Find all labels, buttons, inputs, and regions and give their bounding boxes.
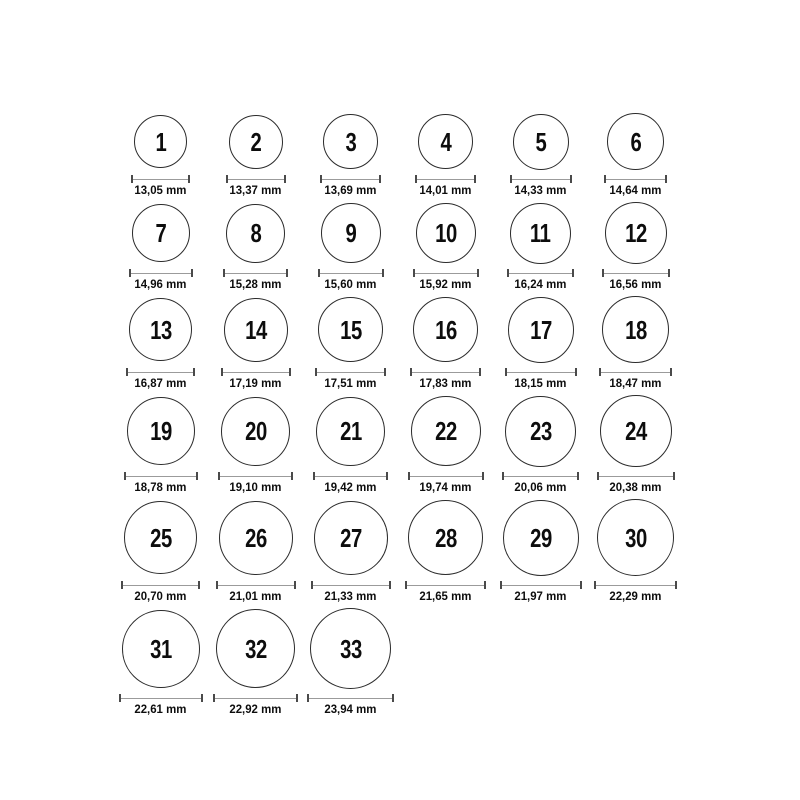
- ruler-line: [225, 273, 286, 274]
- diameter-ruler-icon: [226, 175, 286, 183]
- ring-circle-box: [600, 394, 672, 468]
- ring-circle: [316, 397, 385, 466]
- ruler-line: [322, 179, 379, 180]
- ruler-line: [407, 585, 484, 586]
- diameter-ruler-icon: [500, 581, 582, 589]
- diameter-label: 17,19 mm: [229, 376, 282, 390]
- ring-circle: [505, 396, 576, 467]
- diameter-label: 16,56 mm: [609, 277, 662, 291]
- ring-size-number: 8: [250, 218, 261, 248]
- ruler-line: [228, 179, 284, 180]
- ring-size-cell: [588, 498, 683, 603]
- ring-circle: [508, 297, 574, 363]
- diameter-label: 19,10 mm: [229, 480, 282, 494]
- diameter-ruler-icon: [124, 472, 198, 480]
- ring-circle: [318, 297, 383, 362]
- diameter-ruler-icon: [216, 581, 296, 589]
- ring-circle: [134, 115, 187, 168]
- ring-size-number: 5: [535, 126, 546, 157]
- ring-circle: [310, 608, 391, 689]
- ring-size-cell: [208, 394, 303, 494]
- ring-size-number: 7: [155, 218, 166, 248]
- ring-size-number: 32: [244, 633, 267, 664]
- ring-circle-box: [122, 607, 200, 690]
- ring-size-number: 15: [339, 314, 362, 345]
- ring-size-row: [113, 394, 685, 494]
- ruler-line: [601, 372, 670, 373]
- ruler-line: [512, 179, 570, 180]
- diameter-ruler-icon: [594, 581, 677, 589]
- diameter-label: 20,70 mm: [134, 589, 187, 603]
- diameter-label: 13,05 mm: [134, 183, 187, 197]
- ring-size-number: 19: [149, 416, 172, 446]
- ring-circle-box: [418, 112, 473, 171]
- ring-size-cell: [113, 201, 208, 291]
- diameter-label: 22,61 mm: [134, 702, 187, 716]
- ring-circle-box: [318, 295, 383, 364]
- ring-size-cell: [493, 295, 588, 390]
- ruler-line: [123, 585, 198, 586]
- diameter-ruler-icon: [131, 175, 190, 183]
- ring-size-cell: [113, 112, 208, 197]
- ring-circle: [413, 297, 478, 362]
- ring-size-row: [113, 295, 685, 390]
- ring-size-cell: [113, 295, 208, 390]
- diameter-label: 16,24 mm: [514, 277, 567, 291]
- diameter-ruler-icon: [126, 368, 195, 376]
- diameter-label: 18,78 mm: [134, 480, 187, 494]
- ring-circle: [229, 115, 283, 169]
- diameter-label: 15,60 mm: [324, 277, 377, 291]
- ring-size-number: 11: [530, 218, 551, 248]
- ring-size-number: 30: [624, 522, 647, 553]
- ruler-line: [128, 372, 193, 373]
- ring-circle: [418, 114, 473, 169]
- diameter-ruler-icon: [510, 175, 572, 183]
- ruler-line: [415, 273, 477, 274]
- ring-circle: [226, 204, 285, 263]
- ring-size-cell: [493, 201, 588, 291]
- diameter-ruler-icon: [502, 472, 579, 480]
- diameter-ruler-icon: [223, 269, 288, 277]
- diameter-label: 14,01 mm: [419, 183, 472, 197]
- diameter-label: 19,42 mm: [324, 480, 377, 494]
- ring-size-cell: [208, 112, 303, 197]
- ring-circle: [127, 397, 195, 465]
- ring-size-cell: [588, 201, 683, 291]
- ring-size-number: 25: [149, 522, 172, 553]
- diameter-label: 14,96 mm: [134, 277, 187, 291]
- diameter-ruler-icon: [213, 694, 298, 702]
- ruler-line: [417, 179, 474, 180]
- diameter-ruler-icon: [410, 368, 481, 376]
- ring-circle: [321, 203, 381, 263]
- diameter-ruler-icon: [129, 269, 193, 277]
- ring-circle-box: [413, 295, 478, 364]
- ring-size-number: 2: [250, 126, 261, 157]
- diameter-label: 13,37 mm: [229, 183, 282, 197]
- ring-circle: [411, 396, 481, 466]
- ring-circle: [323, 114, 378, 169]
- ring-circle-box: [124, 498, 197, 577]
- ring-circle-box: [216, 607, 295, 690]
- ring-circle: [607, 113, 664, 170]
- ring-size-number: 28: [434, 522, 457, 553]
- diameter-label: 21,65 mm: [419, 589, 472, 603]
- diameter-ruler-icon: [221, 368, 291, 376]
- diameter-label: 23,94 mm: [324, 702, 377, 716]
- ring-circle: [408, 500, 483, 575]
- diameter-ruler-icon: [507, 269, 574, 277]
- ring-circle: [122, 610, 200, 688]
- ring-size-cell: [113, 607, 208, 716]
- ring-circle: [314, 501, 388, 575]
- diameter-ruler-icon: [505, 368, 577, 376]
- ring-circle-box: [129, 295, 192, 364]
- diameter-ruler-icon: [597, 472, 675, 480]
- diameter-ruler-icon: [413, 269, 479, 277]
- diameter-label: 14,33 mm: [514, 183, 567, 197]
- ring-size-cell: [398, 394, 493, 494]
- diameter-label: 22,92 mm: [229, 702, 282, 716]
- ruler-line: [215, 698, 296, 699]
- diameter-ruler-icon: [408, 472, 484, 480]
- ring-circle-box: [127, 394, 195, 468]
- diameter-label: 15,92 mm: [419, 277, 472, 291]
- ring-size-number: 1: [155, 126, 166, 157]
- ring-size-number: 12: [624, 218, 647, 248]
- ring-circle-box: [229, 112, 283, 171]
- ring-size-cell: [208, 498, 303, 603]
- ring-circle-box: [411, 394, 481, 468]
- ring-size-number: 10: [434, 218, 457, 248]
- ring-size-cell: [493, 394, 588, 494]
- diameter-ruler-icon: [218, 472, 293, 480]
- ruler-line: [313, 585, 389, 586]
- ruler-line: [223, 372, 289, 373]
- ring-circle-box: [510, 201, 571, 265]
- ring-size-row: [113, 498, 685, 603]
- ring-size-number: 16: [434, 314, 457, 345]
- ring-size-number: 14: [244, 314, 267, 345]
- ring-circle-box: [219, 498, 293, 577]
- diameter-label: 21,33 mm: [324, 589, 377, 603]
- ruler-line: [218, 585, 294, 586]
- ring-circle: [129, 298, 192, 361]
- ruler-line: [606, 179, 665, 180]
- ring-size-number: 29: [529, 522, 552, 553]
- ring-size-cell: [208, 295, 303, 390]
- ring-size-number: 17: [529, 314, 552, 345]
- ring-size-cell: [113, 498, 208, 603]
- ruler-line: [509, 273, 572, 274]
- ring-circle: [605, 202, 667, 264]
- diameter-label: 21,01 mm: [229, 589, 282, 603]
- ring-circle: [600, 395, 672, 467]
- ruler-line: [309, 698, 392, 699]
- ruler-line: [220, 476, 291, 477]
- ring-circle-box: [505, 394, 576, 468]
- ring-size-number: 27: [339, 522, 362, 553]
- diameter-ruler-icon: [405, 581, 486, 589]
- diameter-ruler-icon: [315, 368, 386, 376]
- ruler-line: [317, 372, 384, 373]
- ring-size-number: 31: [149, 633, 172, 664]
- ruler-line: [504, 476, 577, 477]
- ring-circle: [503, 500, 579, 576]
- ring-circle-box: [316, 394, 385, 468]
- diameter-ruler-icon: [318, 269, 384, 277]
- ruler-line: [507, 372, 575, 373]
- ring-circle: [219, 501, 293, 575]
- ring-size-number: 3: [345, 126, 356, 157]
- ruler-line: [133, 179, 188, 180]
- ring-size-row: [113, 112, 685, 197]
- ring-circle-box: [314, 498, 388, 577]
- ring-circle-box: [503, 498, 579, 577]
- ring-size-number: 6: [630, 126, 641, 157]
- ring-size-row: [113, 201, 685, 291]
- ring-size-chart: [113, 112, 685, 720]
- ring-size-cell: [303, 607, 398, 716]
- diameter-ruler-icon: [119, 694, 203, 702]
- ring-circle: [216, 609, 295, 688]
- ring-size-number: 33: [339, 633, 362, 664]
- ruler-line: [604, 273, 668, 274]
- ruler-line: [131, 273, 191, 274]
- ring-size-row: [113, 607, 685, 716]
- ring-circle-box: [323, 112, 378, 171]
- diameter-ruler-icon: [415, 175, 476, 183]
- ring-circle: [510, 203, 571, 264]
- ring-circle: [224, 298, 288, 362]
- diameter-label: 17,51 mm: [324, 376, 377, 390]
- ring-size-cell: [113, 394, 208, 494]
- ring-circle: [124, 501, 197, 574]
- ruler-line: [315, 476, 386, 477]
- ring-size-number: 13: [149, 314, 172, 345]
- ring-size-number: 4: [440, 126, 451, 157]
- ruler-line: [126, 476, 196, 477]
- diameter-label: 15,28 mm: [229, 277, 282, 291]
- diameter-ruler-icon: [599, 368, 672, 376]
- ruler-line: [596, 585, 675, 586]
- ring-size-cell: [588, 112, 683, 197]
- ring-circle: [221, 397, 290, 466]
- ring-circle: [597, 499, 674, 576]
- ring-size-cell: [398, 498, 493, 603]
- ring-circle-box: [226, 201, 285, 265]
- ring-size-cell: [208, 607, 303, 716]
- diameter-label: 13,69 mm: [324, 183, 377, 197]
- ring-size-number: 20: [244, 416, 267, 446]
- ring-size-number: 18: [624, 314, 647, 345]
- ring-size-number: 26: [244, 522, 267, 553]
- ring-size-cell: [303, 201, 398, 291]
- ring-size-cell: [398, 112, 493, 197]
- ruler-line: [410, 476, 482, 477]
- ring-size-number: 21: [339, 416, 362, 446]
- ring-size-cell: [588, 394, 683, 494]
- ring-size-cell: [588, 295, 683, 390]
- ruler-line: [412, 372, 479, 373]
- ring-size-cell: [303, 295, 398, 390]
- ring-size-cell: [493, 498, 588, 603]
- diameter-label: 18,47 mm: [609, 376, 662, 390]
- diameter-ruler-icon: [311, 581, 391, 589]
- ring-circle: [602, 296, 669, 363]
- diameter-label: 16,87 mm: [134, 376, 187, 390]
- ring-circle-box: [597, 498, 674, 577]
- ring-circle-box: [224, 295, 288, 364]
- diameter-ruler-icon: [313, 472, 388, 480]
- ruler-line: [320, 273, 382, 274]
- ring-circle-box: [513, 112, 569, 171]
- diameter-label: 20,38 mm: [609, 480, 662, 494]
- ring-size-cell: [303, 498, 398, 603]
- diameter-label: 14,64 mm: [609, 183, 662, 197]
- ring-circle-box: [602, 295, 669, 364]
- diameter-label: 20,06 mm: [514, 480, 567, 494]
- diameter-ruler-icon: [307, 694, 394, 702]
- ring-circle-box: [508, 295, 574, 364]
- ring-circle-box: [221, 394, 290, 468]
- ring-circle-box: [408, 498, 483, 577]
- ring-size-number: 23: [529, 416, 552, 446]
- ring-size-number: 24: [624, 416, 647, 446]
- ring-size-cell: [398, 295, 493, 390]
- diameter-label: 18,15 mm: [514, 376, 567, 390]
- ruler-line: [502, 585, 580, 586]
- diameter-ruler-icon: [320, 175, 381, 183]
- ring-circle-box: [321, 201, 381, 265]
- ring-circle: [132, 204, 190, 262]
- ring-circle-box: [134, 112, 187, 171]
- diameter-label: 19,74 mm: [419, 480, 472, 494]
- ring-size-cell: [208, 201, 303, 291]
- diameter-label: 22,29 mm: [609, 589, 662, 603]
- ring-size-cell: [493, 112, 588, 197]
- ring-circle: [416, 203, 476, 263]
- ring-size-number: 22: [434, 416, 457, 446]
- ruler-line: [121, 698, 201, 699]
- ring-circle-box: [416, 201, 476, 265]
- diameter-ruler-icon: [604, 175, 667, 183]
- ring-circle-box: [607, 112, 664, 171]
- ruler-line: [599, 476, 673, 477]
- ring-size-cell: [398, 201, 493, 291]
- ring-size-number: 9: [345, 218, 356, 248]
- diameter-ruler-icon: [121, 581, 200, 589]
- ring-circle-box: [310, 607, 391, 690]
- ring-circle-box: [132, 201, 190, 265]
- ring-size-cell: [303, 394, 398, 494]
- diameter-label: 17,83 mm: [419, 376, 472, 390]
- ring-circle-box: [605, 201, 667, 265]
- diameter-label: 21,97 mm: [514, 589, 567, 603]
- ring-size-cell: [303, 112, 398, 197]
- diameter-ruler-icon: [602, 269, 670, 277]
- ring-circle: [513, 114, 569, 170]
